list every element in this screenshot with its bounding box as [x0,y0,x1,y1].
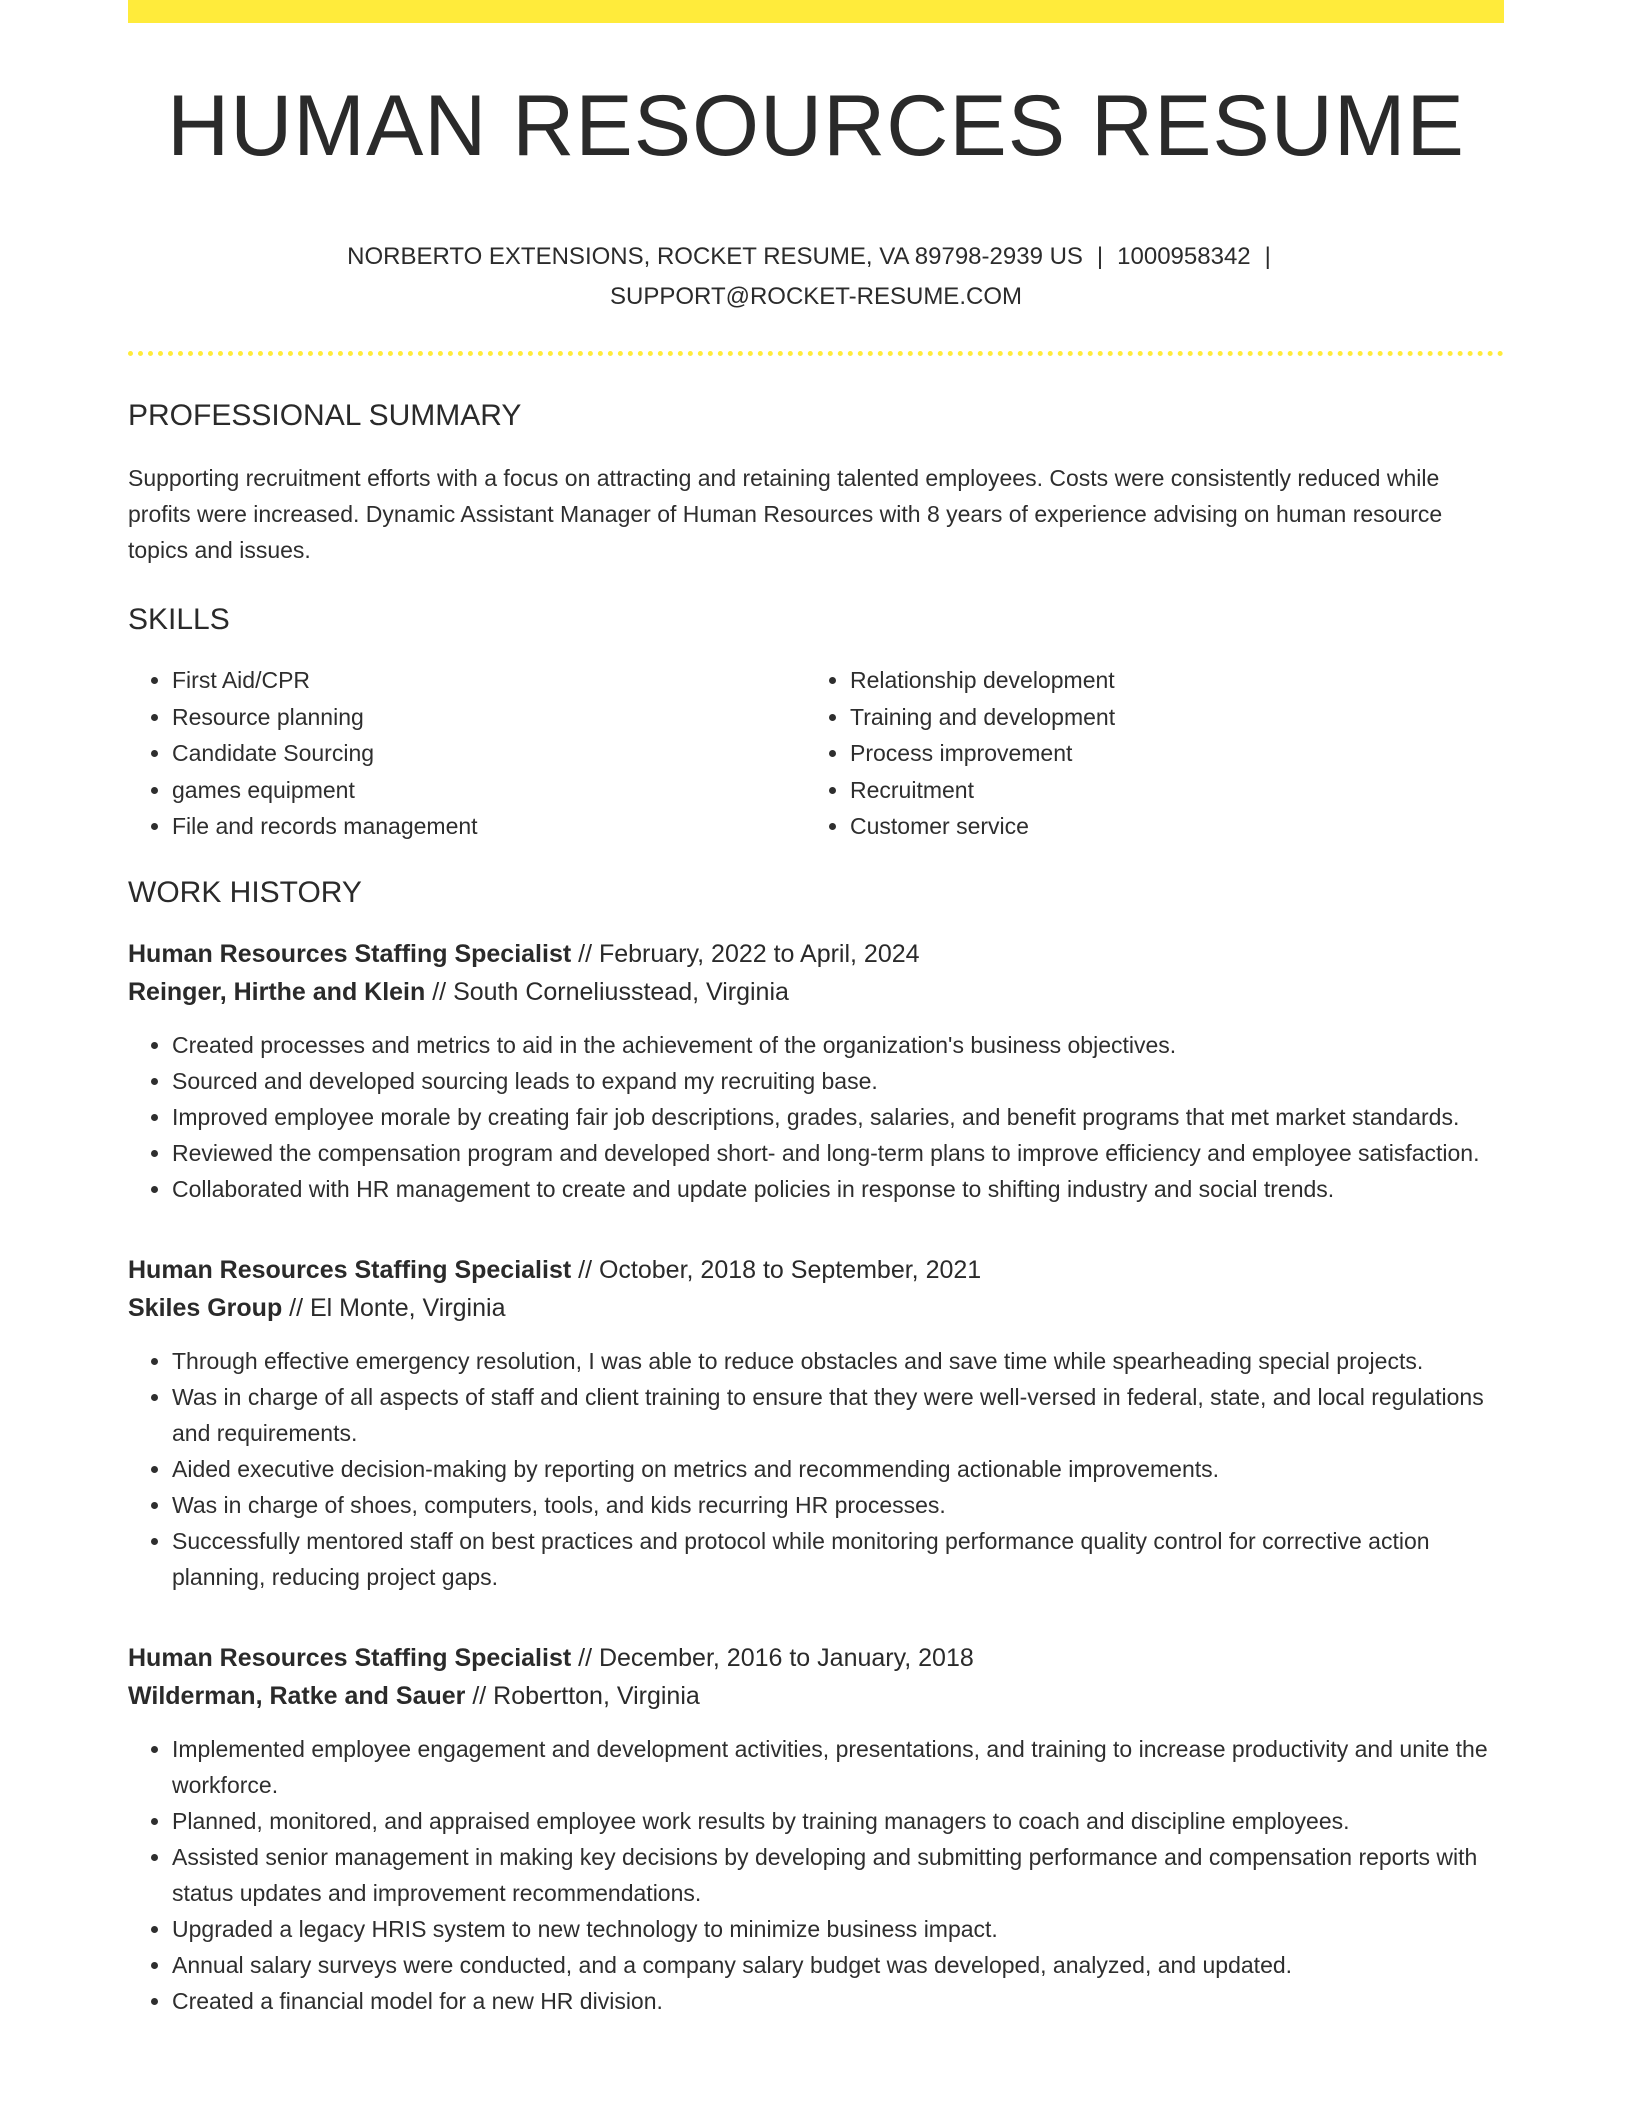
job-bullets [128,1343,1504,1595]
job-company-line [128,1289,1504,1327]
summary-text: Supporting recruitment efforts with a focus on attracting and retaining talented employees. Costs were consistently reduced while profits were increased. Dynamic Assistant Manager of Human Resources with 8 years of experience advising on human resource topics and issues. [128,465,1443,563]
skill-item: • games equipment [172,772,806,809]
job-entry [128,1639,1504,2019]
job-bullet: • Reviewed the compensation program and developed short- and long-term plans to improve efficiency and employee satisfaction. [172,1135,1504,1171]
job-bullet: • Implemented employee engagement and development activities, presentations, and training to increase productivity and unite the workforce. [172,1731,1504,1803]
job-bullet: • Through effective emergency resolution, I was able to reduce obstacles and save time while spearheading special projects. [172,1343,1504,1379]
skill-item: • First Aid/CPR [172,662,806,699]
job-bullet: • Annual salary surveys were conducted, and a company salary budget was developed, analyzed, and updated. [172,1947,1504,1983]
job-dates: // October, 2018 to September, 2021 [571,1255,982,1284]
job-bullets [128,1027,1504,1207]
job-company: Skiles Group [128,1293,283,1322]
job-dates: // February, 2022 to April, 2024 [571,939,920,968]
job-location: // El Monte, Virginia [282,1293,506,1322]
resume-title: HUMAN RESOURCES RESUME [167,78,1465,174]
job-entry [128,935,1504,1207]
job-company-line [128,1677,1504,1715]
job-role: Human Resources Staffing Specialist [128,1643,572,1672]
dotted-divider [128,351,1504,356]
separator: | [1264,243,1271,270]
skill-item: • Training and development [850,699,1484,736]
job-bullets [128,1731,1504,2019]
skill-item: • Relationship development [850,662,1484,699]
resume-page [128,0,1504,2019]
job-bullet: • Collaborated with HR management to create and update policies in response to shifting industry and social trends. [172,1171,1504,1207]
job-bullet: • Planned, monitored, and appraised employee work results by training managers to coach and discipline employees. [172,1803,1504,1839]
job-entry [128,1251,1504,1595]
job-location: // South Corneliusstead, Virginia [425,977,789,1006]
job-bullet: • Was in charge of all aspects of staff and client training to ensure that they were well-versed in federal, state, and local regulations and requirements. [172,1379,1504,1451]
job-role: Human Resources Staffing Specialist [128,1255,572,1284]
skill-item: • Resource planning [172,699,806,736]
summary-heading: PROFESSIONAL SUMMARY [128,399,522,432]
job-bullet: • Successfully mentored staff on best practices and protocol while monitoring performance quality control for corrective action planning, reducing project gaps. [172,1523,1504,1595]
job-bullet: • Sourced and developed sourcing leads to expand my recruiting base. [172,1063,1504,1099]
skill-item: • Recruitment [850,772,1484,809]
phone: 1000958342 [1117,243,1251,270]
job-location: // Robertton, Virginia [465,1681,700,1710]
job-company: Wilderman, Ratke and Sauer [128,1681,466,1710]
job-dates: // December, 2016 to January, 2018 [571,1643,974,1672]
work-history-heading: WORK HISTORY [128,875,362,909]
job-title-line [128,935,1504,973]
job-bullet: • Aided executive decision-making by reporting on metrics and recommending actionable improvements. [172,1451,1504,1487]
job-bullet: • Created a financial model for a new HR division. [172,1983,1504,2019]
job-company: Reinger, Hirthe and Klein [128,977,426,1006]
skill-item: • Candidate Sourcing [172,735,806,772]
job-bullet: • Created processes and metrics to aid in the achievement of the organization's business objectives. [172,1027,1504,1063]
skill-item: • Process improvement [850,735,1484,772]
job-bullet: • Improved employee morale by creating fair job descriptions, grades, salaries, and benefit programs that met market standards. [172,1099,1504,1135]
job-bullet: • Assisted senior management in making key decisions by developing and submitting performance and compensation reports with status updates and improvement recommendations. [172,1839,1504,1911]
contact-info [128,237,1504,317]
job-bullet: • Upgraded a legacy HRIS system to new technology to minimize business impact. [172,1911,1504,1947]
skills-list [128,662,1504,845]
email: SUPPORT@ROCKET-RESUME.COM [610,283,1022,310]
skill-item: • File and records management [172,808,806,845]
skills-column-left [128,662,806,845]
job-bullet: • Was in charge of shoes, computers, tools, and kids recurring HR processes. [172,1487,1504,1523]
job-title-line [128,1251,1504,1289]
address: NORBERTO EXTENSIONS, ROCKET RESUME, VA 89798-2939 US [347,243,1083,270]
job-title-line [128,1639,1504,1677]
separator: | [1096,243,1104,270]
skill-item: • Customer service [850,808,1484,845]
skills-column-right [806,662,1484,845]
skills-heading: SKILLS [128,603,230,636]
job-role: Human Resources Staffing Specialist [128,939,572,968]
job-company-line [128,973,1504,1011]
accent-bar [128,0,1504,23]
